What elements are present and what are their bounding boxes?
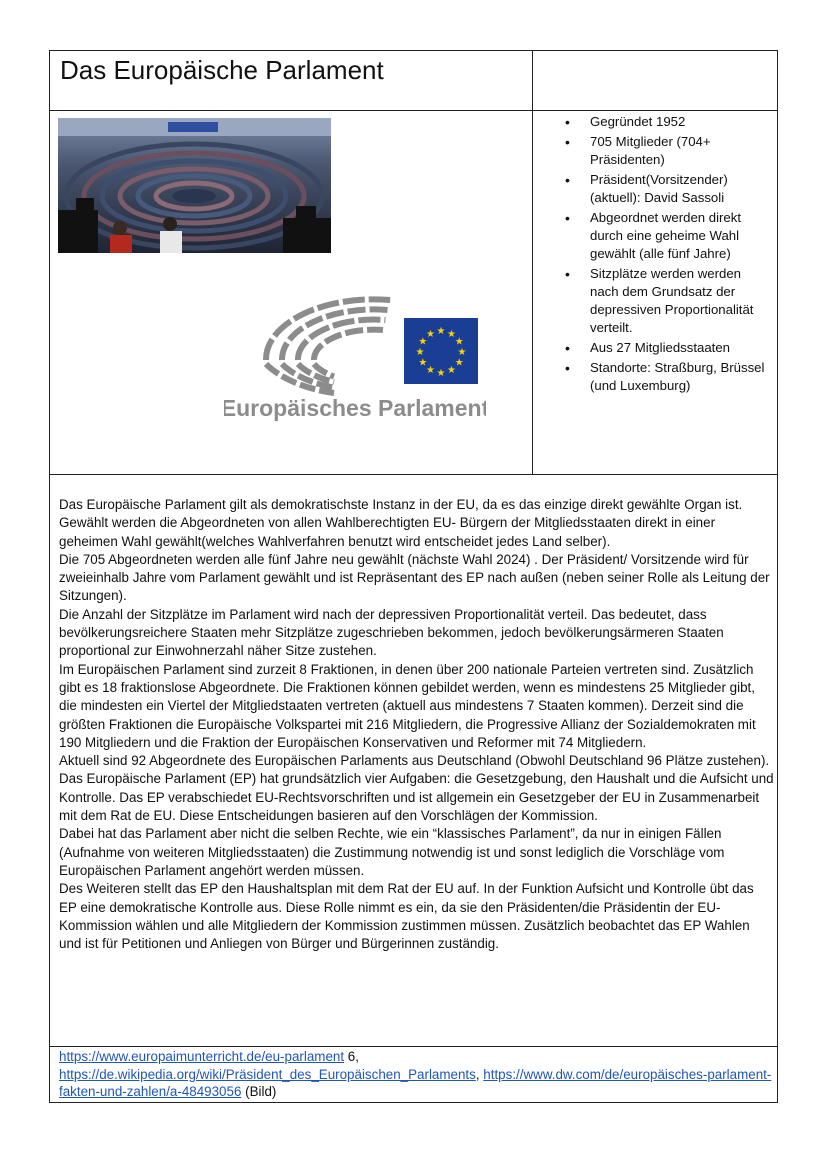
flag-star: ★ [415,347,425,358]
body-paragraph: Im Europäischen Parlament sind zurzeit 8 Fraktionen, in denen über 200 nationale Parteien vertreten sind. Zusätzlich gibt es 18 fraktionslose Abgeordnete. Die Fraktionen können gebildet werden, wenn es mindestens 25 Mitglieder gibt, die mindesten ein Viertel der Mitgliedstaaten vertreten (aktuell aus mindestens 7 Staaten kommen). Derzeit sind die größten Fraktionen die Europäische Volkspartei mit 216 Mitgliedern, die Progressive Allianz der Sozialdemokraten mit 190 Mitgliedern und die Fraktion der Europäischen Konservativen und Reformer mit 74 Mitgliedern. [59,661,756,750]
body-text [59,496,774,953]
body-paragraph: Des Weiteren stellt das EP den Haushaltsplan mit dem Rat der EU auf. In der Funktion Aufsicht und Kontrolle übt das EP eine demokratische Kontrolle aus. Diese Rolle nimmt es ein, da sie den Präsidenten/die Präsidentin der EU-Kommission wählen und alle Mitgliedern der Kommission zustimmen müssen. Zusätzlich beobachtet das EP Wahlen und ist für Petitionen und Anliegen von Bürger und Bürgerinnen zuständig. [59,881,754,952]
fact-item: • Aus 27 Mitgliedsstaaten [540,339,772,357]
body-paragraph: Die 705 Abgeordneten werden alle fünf Jahre neu gewählt (nächste Wahl 2024) . Der Präsident/ Vorsitzende wird für zweieinhalb Jahre vom Parlament gewählt und ist Repräsentant des EP nach außen (neben seiner Rolle als Leitung der Sitzungen). [59,551,770,604]
body-paragraph: Aktuell sind 92 Abgeordnete des Europäischen Parlaments aus Deutschland (Obwohl Deutschland 96 Plätze zustehen). [59,753,770,769]
source-note-3: (Bild) [241,1084,277,1099]
sources [59,1048,774,1101]
body-paragraph: Dabei hat das Parlament aber nicht die selben Rechte, wie ein “klassisches Parlament”, da nur in einigen Fällen (Aufnahme von weiteren Mitgliedsstaaten) die Zustimmung notwendig ist und sonst lediglich die Vorschläge vom Europäischen Parlament angehört werden müssen. [59,826,725,878]
body-paragraph: Die Anzahl der Sitzplätze im Parlament wird nach der depressiven Proportionalität verteil. Das bedeutet, dass bevölkerungsreichere Staaten mehr Sitzplätze zugeschrieben bekommen, jedoch bevölkerungsärmeren Staaten proportional zur Einwohnerzahl näher Sitze zustehen. [59,606,724,659]
fact-item: • 705 Mitglieder (704+ Präsidenten) [540,133,772,169]
source-separator: , [475,1066,484,1082]
source-note-1: 6, [344,1049,359,1064]
source-link-dw[interactable]: https://www.dw.com/de/europäisches-parlament-fakten-und-zahlen/a-48493056 [59,1066,772,1099]
flag-star: ★ [436,368,446,379]
body-paragraph: Das Europäische Parlament gilt als demokratischste Instanz in der EU, da es das einzige direkt gewählte Organ ist. Gewählt werden die Abgeordneten von allen Wahlberechtigten EU- Bürgern der Mitgliedsstaaten direkt in einer geheimen Wahl gewählt(welches Wahlverfahren benutzt wird entscheidet jedes Land selber). [59,497,743,549]
hemicycle-arc [282,364,334,388]
flag-star: ★ [418,357,428,369]
title-right-cell [532,50,778,111]
fact-item: • Abgeordnet werden direkt durch eine geheime Wahl gewählt (alle fünf Jahre) [540,209,772,263]
flag-star: ★ [436,326,446,337]
flag-star: ★ [454,357,464,369]
source-link-europaimunterricht[interactable]: https://www.europaimunterricht.de/eu-parlament [59,1049,345,1064]
page-title: Das Europäische Parlament [60,55,384,85]
fact-item: • Präsident(Vorsitzender) (aktuell): David Sassoli [540,171,772,207]
hemicycle-arc [314,330,383,360]
logo-caption: Europäisches Parlament [224,395,486,421]
fact-item: • Sitzplätze werden werden nach dem Grundsatz der depressiven Proportionalität verteilt. [540,265,772,337]
fact-item: • Standorte: Straßburg, Brüssel (und Luxemburg) [540,359,772,395]
body-paragraph: Das Europäische Parlament (EP) hat grundsätzlich vier Aufgaben: die Gesetzgebung, den Haushalt und die Aufsicht und Kontrolle. Das EP verabschiedet EU-Rechtsvorschriften und ist allgemein ein Gesetzgeber der EU in Zusammenarbeit mit dem Rat de EU. Diese Entscheidungen basieren auf den Vorschlägen der Kommission. [59,771,774,824]
flag-star: ★ [447,328,456,340]
flag-star: ★ [426,328,435,340]
flag-star: ★ [418,336,428,348]
flag-star: ★ [457,347,467,358]
ep-logo [224,276,486,426]
fact-item: • Gegründet 1952 [540,113,772,131]
source-link-wikipedia[interactable]: https://de.wikipedia.org/wiki/Präsident_des_Europäischen_Parlaments [59,1066,476,1082]
hemicycle-arcs [266,299,390,393]
plenary-hall-photo [58,118,331,253]
flag-star: ★ [454,336,464,348]
flag-star: ★ [426,365,435,377]
facts-list [540,113,772,397]
ep-logo-graphic [224,276,486,426]
flag-star: ★ [447,365,456,377]
